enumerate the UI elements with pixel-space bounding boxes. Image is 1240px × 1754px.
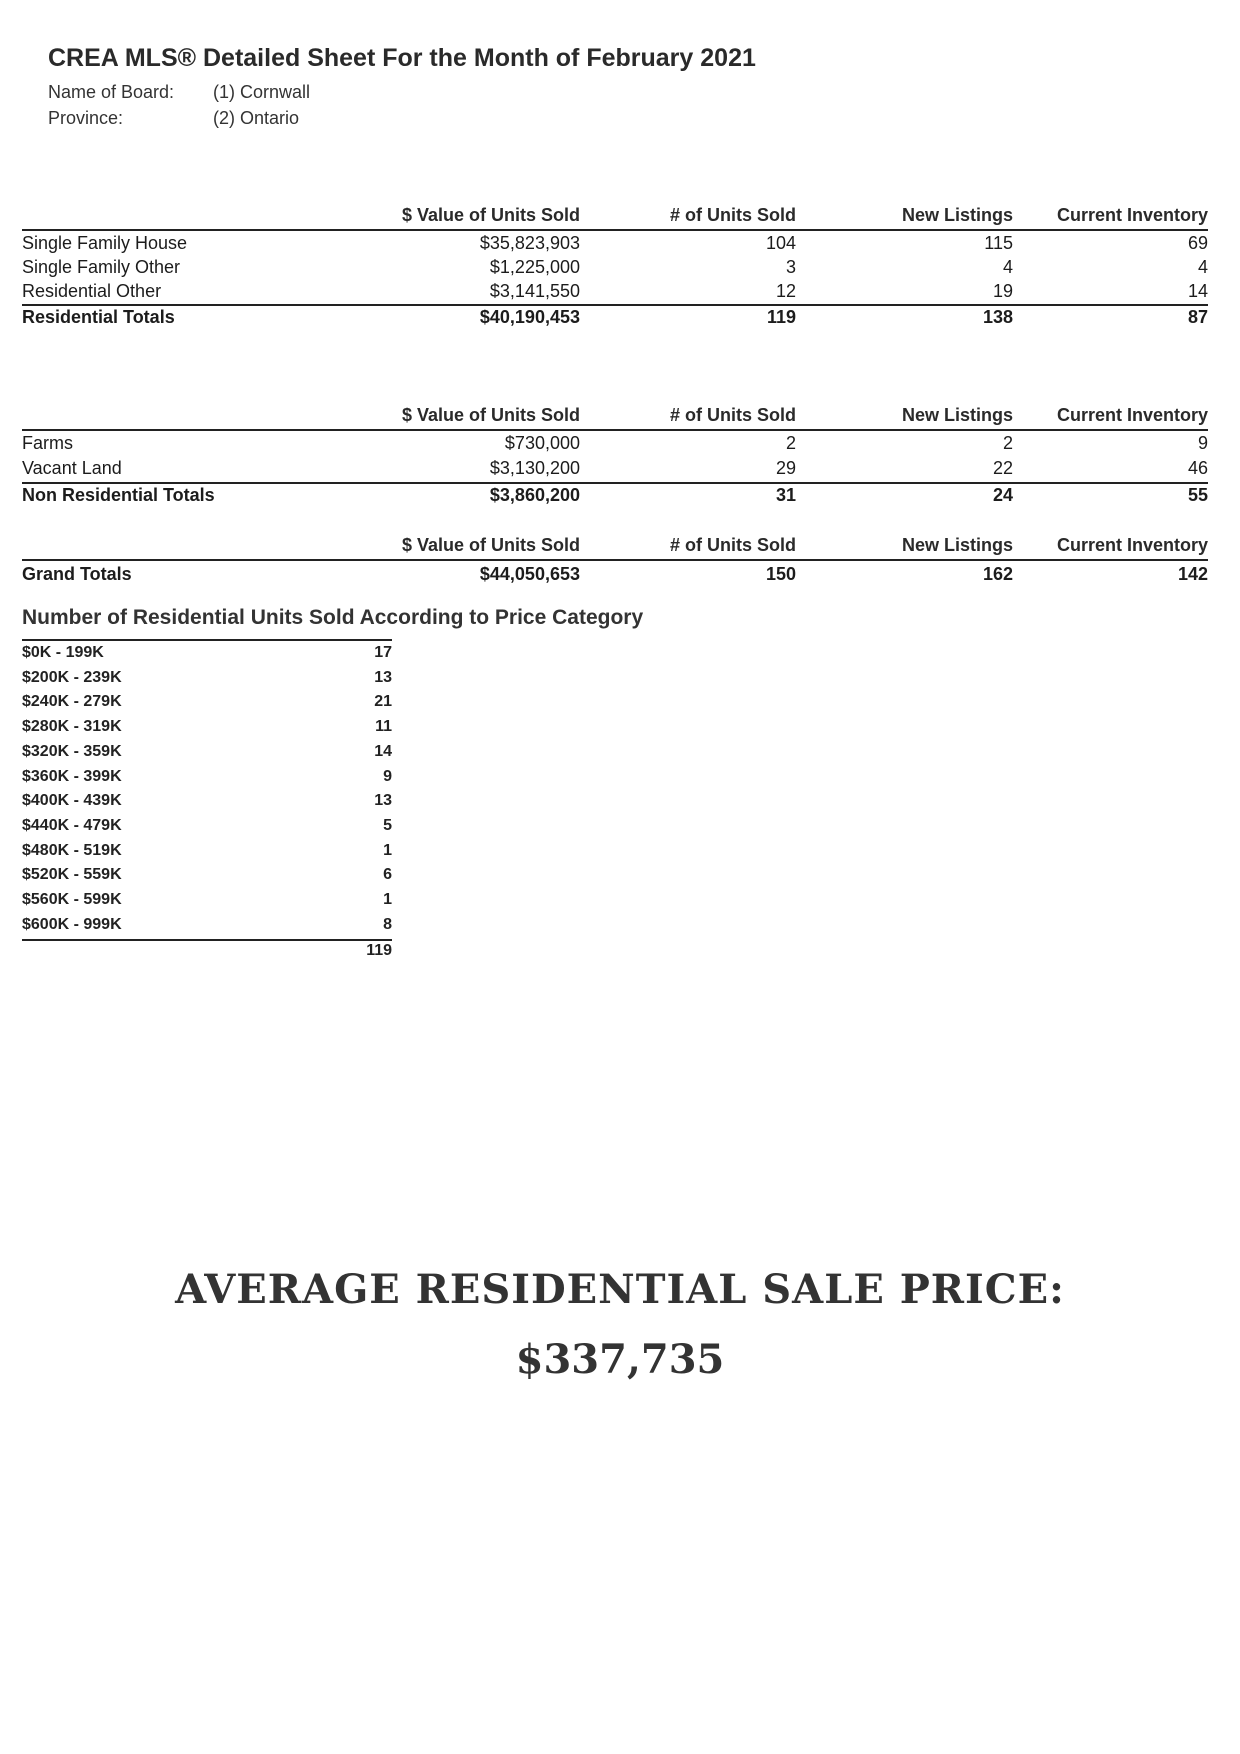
price-range-label: $440K - 479K — [22, 816, 122, 834]
price-range-label: $320K - 359K — [22, 742, 122, 760]
totals-rule — [22, 482, 1208, 484]
col-header-new: New Listings — [901, 205, 1013, 225]
totals-row: Grand Totals $44,050,653 150 162 142 — [22, 564, 1208, 584]
price-category-row — [22, 718, 392, 742]
price-range-label: $240K - 279K — [22, 693, 122, 711]
price-range-label: $520K - 559K — [22, 866, 122, 884]
price-range-label: $360K - 399K — [22, 767, 122, 785]
price-range-count: 6 — [383, 866, 392, 884]
totals-rule — [22, 304, 1208, 306]
price-range-count: 1 — [383, 841, 392, 859]
price-range-count: 17 — [374, 644, 392, 661]
province-label: Province: — [48, 108, 124, 128]
table-header-row: $ Value of Units Sold # of Units Sold New Listings Current Inventory — [401, 535, 1208, 555]
price-range-count: 8 — [383, 915, 392, 933]
price-range-count: 11 — [375, 718, 392, 736]
header-rule — [22, 229, 1208, 231]
price-category-row — [22, 768, 392, 792]
table-header-row — [22, 205, 1208, 229]
price-range-count: 13 — [374, 792, 392, 810]
price-range-label: $600K - 999K — [22, 915, 122, 933]
price-range-count: 9 — [383, 767, 392, 785]
price-category-row — [22, 916, 392, 940]
header-rule — [22, 559, 1208, 561]
price-category-row — [22, 817, 392, 841]
price-range-count: 1 — [383, 891, 392, 908]
page-title: CREA MLS® Detailed Sheet For the Month of February 2021 — [48, 44, 756, 72]
price-range-label: $200K - 239K — [22, 668, 122, 686]
price-header-rule — [22, 639, 392, 641]
totals-row: Non Residential Totals $3,860,200 31 24 55 — [22, 485, 1208, 505]
price-category-row — [22, 743, 392, 767]
price-total-rule — [22, 939, 392, 941]
price-range-label: $560K - 599K — [22, 891, 122, 908]
board-value: (1) Cornwall — [213, 82, 311, 102]
province-value: (2) Ontario — [213, 108, 300, 128]
price-category-total: 119 — [366, 942, 392, 960]
price-category-row — [22, 693, 392, 717]
price-range-label: $0K - 199K — [22, 644, 104, 661]
table-row: Vacant Land $3,130,200 29 22 46 — [22, 458, 1208, 478]
average-price-value: $337,735 — [515, 1336, 725, 1383]
price-category-row — [22, 644, 392, 668]
col-header-units: # of Units Sold — [670, 205, 796, 225]
table-row: Single Family Other $1,225,000 3 4 4 — [22, 257, 1208, 277]
price-category-title: Number of Residential Units Sold According to Price Category — [22, 606, 644, 629]
totals-row: Residential Totals $40,190,453 119 138 87 — [22, 307, 1208, 327]
price-range-label: $400K - 439K — [22, 792, 122, 810]
price-range-label: $280K - 319K — [22, 718, 122, 736]
col-header-inventory: Current Inventory — [1056, 205, 1208, 225]
price-category-row — [22, 866, 392, 890]
average-price-title: AVERAGE RESIDENTIAL SALE PRICE: — [175, 1266, 1065, 1313]
header-rule — [22, 429, 1208, 431]
price-category-total-row — [22, 942, 392, 966]
price-range-count: 21 — [374, 693, 392, 711]
board-label: Name of Board: — [48, 82, 175, 102]
price-range-label: $480K - 519K — [22, 841, 122, 859]
price-category-row — [22, 891, 392, 915]
col-header-value: $ Value of Units Sold — [401, 205, 580, 225]
table-row: Single Family House $35,823,903 104 115 69 — [22, 233, 1208, 253]
price-range-count: 5 — [383, 816, 392, 834]
price-category-row — [22, 669, 392, 693]
price-category-row — [22, 842, 392, 866]
table-row: Residential Other $3,141,550 12 19 14 — [22, 281, 1208, 301]
price-range-count: 13 — [374, 668, 392, 686]
table-header-row: $ Value of Units Sold # of Units Sold New Listings Current Inventory — [401, 405, 1208, 425]
price-category-row — [22, 792, 392, 816]
table-row: Farms $730,000 2 2 9 — [22, 433, 1208, 453]
price-range-count: 14 — [374, 742, 392, 760]
